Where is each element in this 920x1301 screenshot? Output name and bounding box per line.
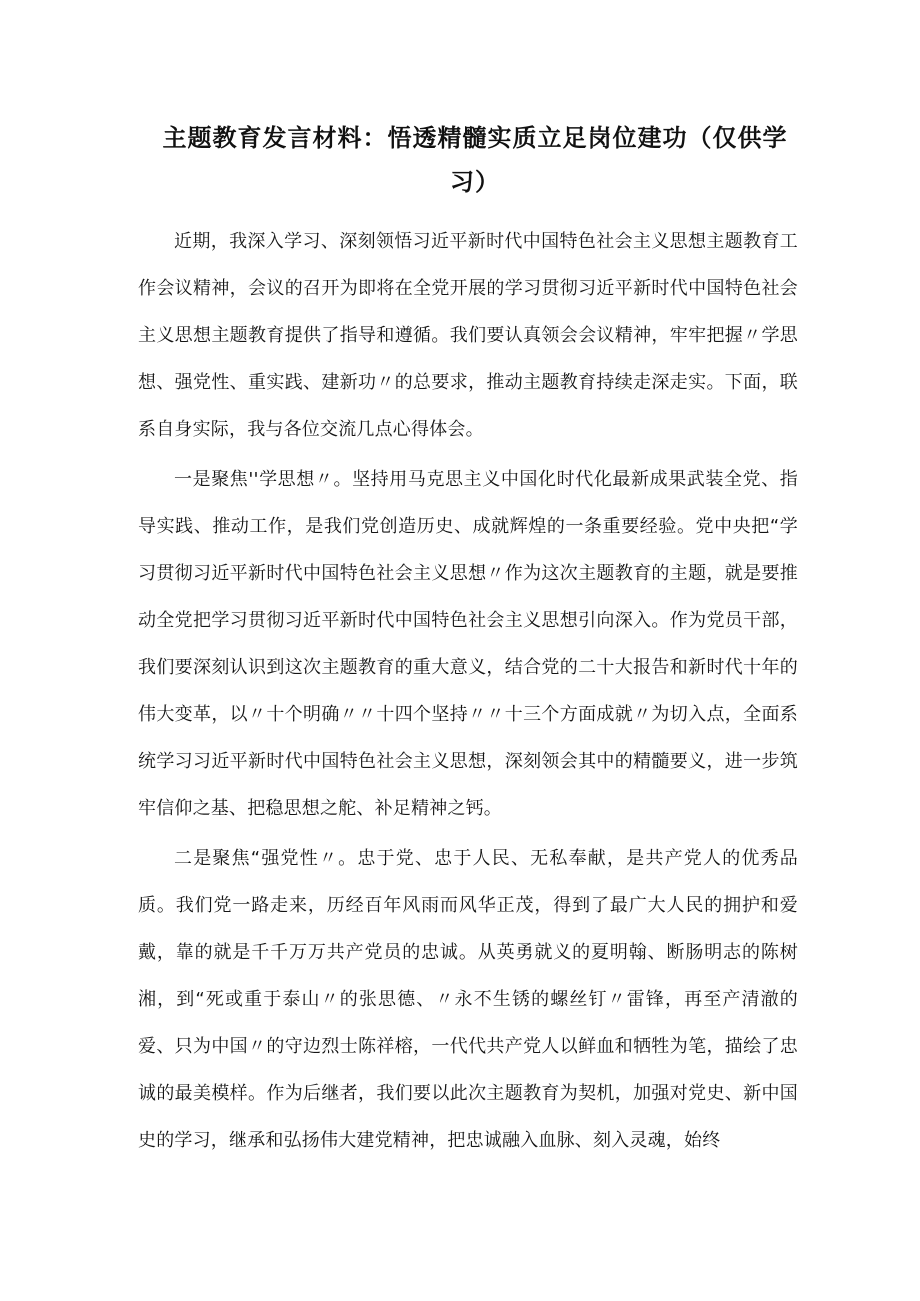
paragraph-strengthen-party-spirit: 二是聚焦“强党性〃。忠于党、忠于人民、无私奉献，是共产党人的优秀品质。我们党一路走来，历经百年风雨而风华正茂，得到了最广大人民的拥护和爱戴，靠的就是千千万万共产党员的忠诚。从英勇就义的夏明翰、断肠明志的陈树湘，到“死或重于泰山〃的张思德、〃永不生锈的螺丝钉〃雷锋，再至产清澈的爱、只为中国〃的守边烈士陈祥榕，一代代共产党人以鲜血和牺牲为笔，描绘了忠诚的最美模样。作为后继者，我们要以此次主题教育为契机，加强对党史、新中国史的学习，继承和弘扬伟大建党精神，把忠诚融入血脉、刻入灵魂，始终 bbox=[138, 848, 798, 1151]
paragraph-intro: 近期，我深入学习、深刻领悟习近平新时代中国特色社会主义思想主题教育工作会议精神，会议的召开为即将在全党开展的学习贯彻习近平新时代中国特色社会主义思想主题教育提供了指导和遵循。我们要认真领会会议精神，牢牢把握〃学思想、强党性、重实践、建新功〃的总要求，推动主题教育持续走深走实。下面，联系自身实际，我与各位交流几点心得体会。 bbox=[138, 231, 798, 440]
document-body bbox=[138, 218, 798, 1164]
paragraph-study-thought: 一是聚焦''学思想〃。坚持用马克思主义中国化时代化最新成果武装全党、指导实践、推动工作，是我们党创造历史、成就辉煌的一条重要经验。党中央把“学习贯彻习近平新时代中国特色社会主义思想〃作为这次主题教育的主题，就是要推动全党把学习贯彻习近平新时代中国特色社会主义思想引向深入。作为党员干部，我们要深刻认识到这次主题教育的重大意义，结合党的二十大报告和新时代十年的伟大变革，以〃十个明确〃〃十四个坚持〃〃十三个方面成就〃为切入点，全面系统学习习近平新时代中国特色社会主义思想，深刻领会其中的精髓要义，进一步筑牢信仰之基、把稳思想之舵、补足精神之钙。 bbox=[138, 469, 798, 819]
document-title: 主题教育发言材料：悟透精髓实质立足岗位建功（仅供学习） bbox=[162, 124, 788, 196]
